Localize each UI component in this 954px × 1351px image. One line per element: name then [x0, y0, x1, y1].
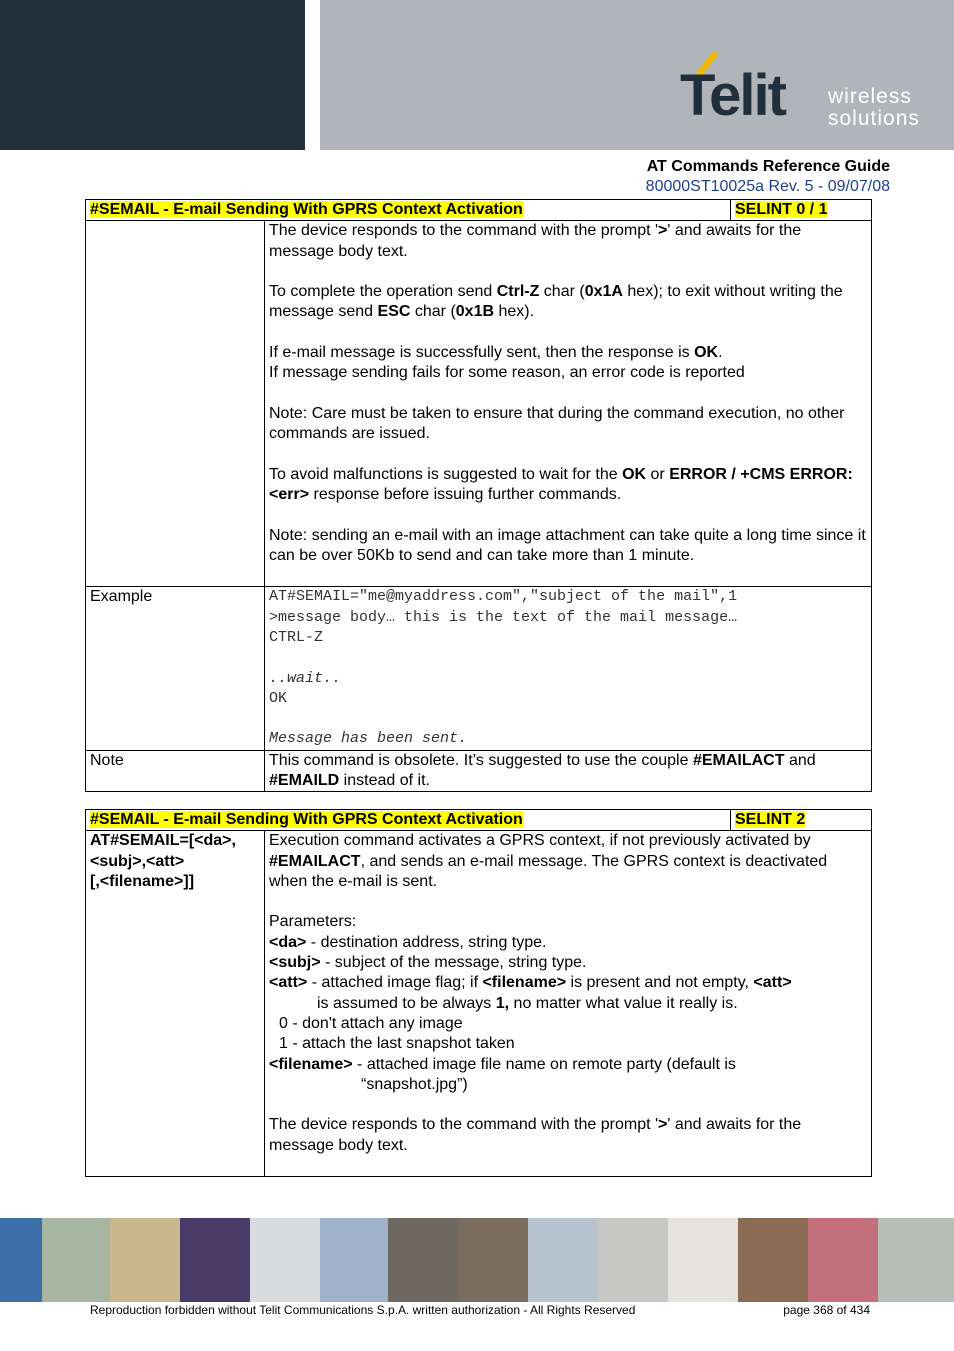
- table-header-row: [86, 200, 872, 221]
- photo-tile: [250, 1218, 320, 1302]
- selint-badge: SELINT 2: [735, 811, 806, 828]
- table-row: [86, 587, 872, 750]
- param-att-value-0: 0 - don't attach any image: [279, 1014, 463, 1032]
- desc-paragraph: If message sending fails for some reason, an error code is reported: [269, 364, 745, 382]
- desc-paragraph: The device responds to the command with the prompt '>' and awaits for the message body text.: [269, 222, 802, 260]
- guide-title: AT Commands Reference Guide: [646, 158, 890, 175]
- photo-tile: [878, 1218, 954, 1302]
- telit-logo: [676, 46, 936, 136]
- desc-paragraph: To complete the operation send Ctrl-Z char (0x1A hex); to exit without writing the message send ESC char (0x1B hex).: [269, 283, 843, 321]
- table-heading: #SEMAIL - E-mail Sending With GPRS Context Activation: [90, 811, 523, 828]
- command-table-selint2: [85, 809, 872, 1177]
- logo-tagline-line2: solutions: [828, 107, 920, 130]
- param-da: <da> - destination address, string type.: [269, 933, 547, 951]
- photo-tile: [738, 1218, 808, 1302]
- table-heading-cell: [86, 810, 731, 831]
- table-header-row: [86, 810, 872, 831]
- table-heading: #SEMAIL - E-mail Sending With GPRS Context Activation: [90, 201, 523, 218]
- footer-page-number: page 368 of 434: [783, 1303, 870, 1317]
- desc-paragraph: Note: Care must be taken to ensure that during the command execution, no other commands are issued.: [269, 404, 845, 443]
- selint-cell: [731, 810, 872, 831]
- example-line: ..wait..: [269, 669, 342, 687]
- photo-tile: [458, 1218, 528, 1302]
- desc-paragraph: The device responds to the command with the prompt '>' and awaits for the message body text.: [269, 1116, 802, 1154]
- example-label: Example: [86, 587, 265, 750]
- photo-tile: [320, 1218, 388, 1302]
- footer-copyright: Reproduction forbidden without Telit Communications S.p.A. written authorization - All Rights Reserved: [90, 1303, 636, 1317]
- table-row: [86, 750, 872, 792]
- param-filename: <filename> - attached image file name on remote party (default is: [269, 1055, 736, 1073]
- selint-cell: [731, 200, 872, 221]
- table-row: [86, 221, 872, 587]
- description-cell: [265, 831, 872, 1177]
- param-att-value-1: 1 - attach the last snapshot taken: [279, 1035, 515, 1053]
- page-footer: [90, 1303, 870, 1317]
- photo-tile: [528, 1218, 598, 1302]
- command-table-selint01: [85, 199, 872, 792]
- photo-tile: [668, 1218, 738, 1302]
- note-label: Note: [86, 750, 265, 792]
- example-line: CTRL-Z: [269, 628, 324, 646]
- photo-tile: [110, 1218, 180, 1302]
- table-row: [86, 831, 872, 1177]
- logo-tagline-line1: wireless: [828, 85, 912, 108]
- param-att-continued: is assumed to be always 1, no matter what value it really is.: [317, 994, 738, 1012]
- example-line: OK: [269, 689, 288, 707]
- desc-paragraph: Note: sending an e-mail with an image attachment can take quite a long time since it can be over 50Kb to send and can take more than 1 minute.: [269, 526, 866, 565]
- syntax-cell: [86, 831, 265, 1177]
- footer-photo-strip: [0, 1218, 954, 1302]
- syntax-line: <subj>,<att>: [90, 852, 185, 870]
- desc-paragraph: If e-mail message is successfully sent, then the response is OK.: [269, 344, 723, 362]
- param-att: <att> - attached image flag; if <filename> is present and not empty, <att>: [269, 974, 792, 992]
- syntax-cell: [86, 221, 265, 587]
- param-filename-continued: “snapshot.jpg”): [361, 1075, 468, 1093]
- photo-tile: [598, 1218, 668, 1302]
- photo-tile: [180, 1218, 250, 1302]
- selint-badge: SELINT 0 / 1: [735, 201, 828, 218]
- param-subj: <subj> - subject of the message, string type.: [269, 954, 587, 972]
- example-line: Message has been sent.: [269, 730, 468, 748]
- description-cell: [265, 221, 872, 587]
- guide-subtitle: 80000ST10025a Rev. 5 - 09/07/08: [645, 178, 890, 195]
- example-line: AT#SEMAIL="me@myaddress.com","subject of the mail",1: [269, 588, 738, 606]
- photo-tile: [388, 1218, 458, 1302]
- header-dark-panel: [0, 0, 305, 150]
- desc-paragraph: Execution command activates a GPRS context, if not previously activated by #EMAILACT, and sends an e-mail message. The GPRS context is deactivated when the e-mail is sent.: [269, 832, 828, 890]
- logo-wordmark: Telit: [680, 63, 785, 128]
- logo-tagline: [828, 86, 920, 130]
- syntax-line: [,<filename>]]: [90, 872, 195, 890]
- example-line: >message body… this is the text of the mail message…: [269, 608, 738, 626]
- photo-tile: [0, 1218, 42, 1302]
- example-cell: [265, 587, 872, 750]
- params-title: Parameters:: [269, 913, 357, 931]
- desc-paragraph: To avoid malfunctions is suggested to wait for the OK or ERROR / +CMS ERROR:<err> response before issuing further commands.: [269, 465, 853, 504]
- syntax-line: AT#SEMAIL=[<da>,: [90, 832, 236, 850]
- photo-tile: [808, 1218, 878, 1302]
- photo-tile: [42, 1218, 110, 1302]
- note-cell: This command is obsolete. It’s suggested to use the couple #EMAILACT and #EMAILD instead of it.: [265, 750, 872, 792]
- table-heading-cell: [86, 200, 731, 221]
